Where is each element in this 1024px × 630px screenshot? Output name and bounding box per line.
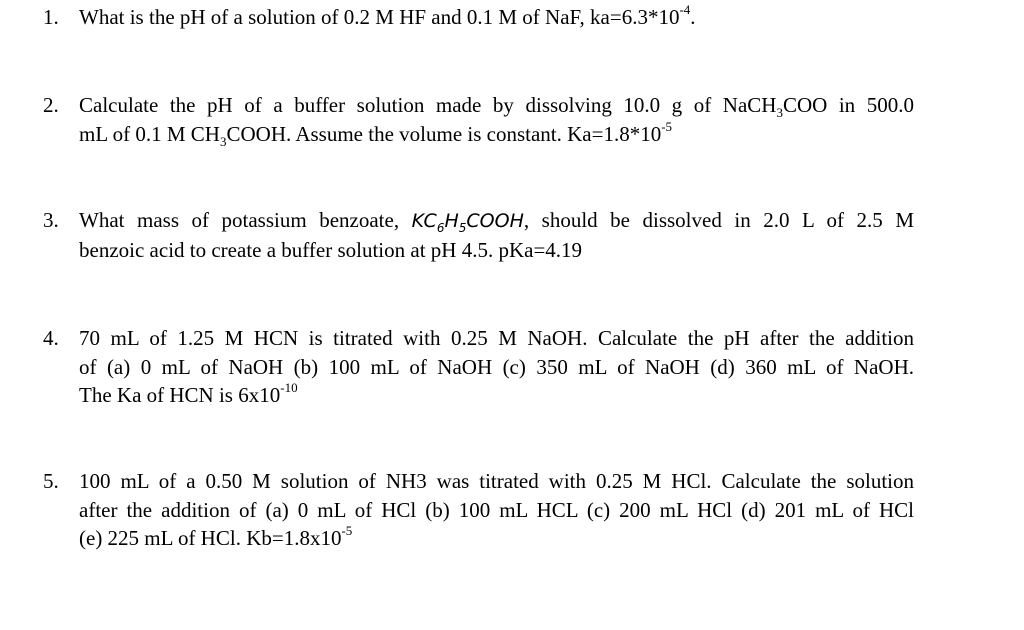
chemical-formula	[411, 210, 524, 235]
question-line: benzoic acid to create a buffer solution at pH 4.5. pKa=4.19	[79, 237, 583, 262]
question-line	[79, 206, 914, 236]
question-text-part: The Ka of HCN is 6x10	[79, 383, 281, 407]
exponent: -5	[661, 118, 673, 134]
question-text	[79, 91, 914, 148]
question-text-part: (e) 225 mL of HCl. Kb=1.8x10	[79, 526, 342, 550]
question-text-part: What is the pH of a solution of 0.2 M HF and 0.1 M of NaF, ka=6.3*10	[79, 5, 680, 29]
question-line: 100 mL of a 0.50 M solution of NH3 was titrated with 0.25 M HCl. Calculate the solution	[79, 469, 914, 493]
formula-part: COOH	[466, 210, 524, 232]
question-text-part: COO in 500.0	[782, 93, 914, 117]
question-number: 5.	[43, 469, 59, 493]
question-number: 2.	[43, 93, 59, 117]
formula-part: H	[444, 210, 459, 232]
question-line	[79, 524, 914, 553]
exponent: -10	[280, 380, 298, 395]
subscript: 5	[458, 220, 467, 235]
question-text-part: , should be dissolved in 2.0 L of 2.5 M	[523, 208, 914, 232]
question-text-part: .	[690, 5, 696, 29]
subscript: 3	[776, 105, 783, 121]
subscript: 3	[219, 133, 227, 149]
question-text-part: Calculate the pH of a buffer solution made by dissolving 10.0 g of NaCH	[79, 93, 777, 117]
question-line	[79, 381, 914, 410]
question-line: of (a) 0 mL of NaOH (b) 100 mL of NaOH (c) 350 mL of NaOH (d) 360 mL of NaOH.	[79, 354, 914, 379]
question-text	[79, 3, 914, 32]
question-text	[79, 324, 914, 410]
question-text-part: mL of 0.1 M CH	[79, 121, 220, 146]
question-text	[79, 467, 914, 553]
question-text	[79, 206, 914, 264]
question-line	[79, 91, 914, 120]
question-number: 4.	[43, 326, 59, 350]
question-text-part: What mass of potassium benzoate,	[79, 208, 400, 232]
formula-part: KC	[411, 210, 437, 232]
question-line	[79, 120, 914, 149]
question-number: 1.	[43, 5, 59, 29]
question-line: after the addition of (a) 0 mL of HCl (b) 100 mL HCL (c) 200 mL HCl (d) 201 mL of HCl	[79, 497, 914, 522]
subscript: 6	[436, 220, 445, 235]
question-number: 3.	[43, 208, 59, 232]
question-text-part: COOH. Assume the volume is constant. Ka=1.8*10	[226, 121, 662, 146]
question-line: 70 mL of 1.25 M HCN is titrated with 0.25 M NaOH. Calculate the pH after the addition	[79, 326, 914, 350]
exponent: -4	[679, 2, 691, 17]
question-line	[79, 3, 914, 32]
exponent: -5	[341, 523, 353, 538]
